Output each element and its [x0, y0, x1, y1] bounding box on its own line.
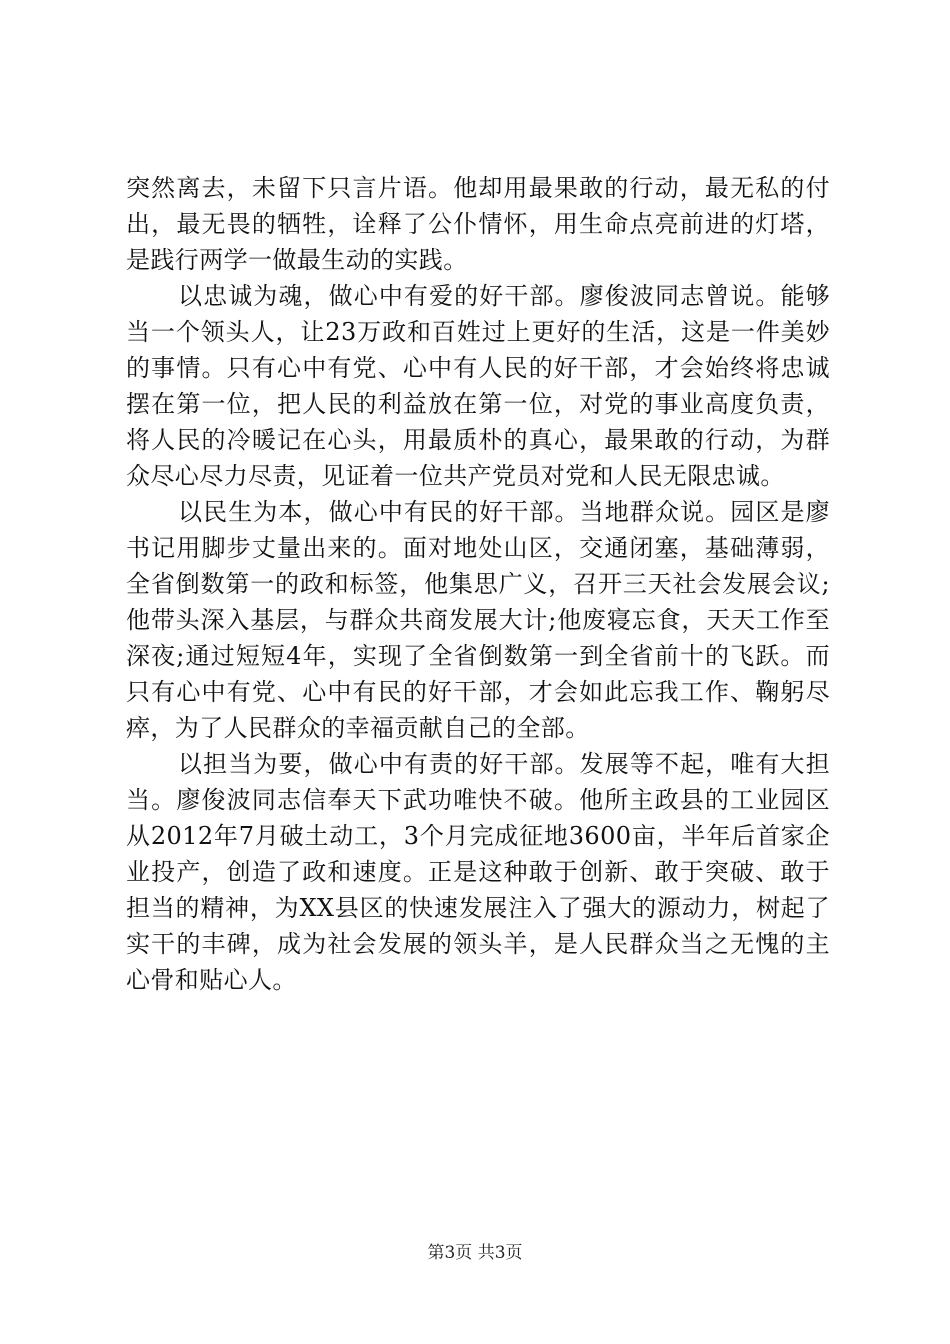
paragraph-continuation: 突然离去，未留下只言片语。他却用最果敢的行动，最无私的付出，最无畏的牺牲，诠释了公仆情怀，用生命点亮前进的灯塔，是践行两学一做最生动的实践。: [126, 174, 830, 274]
page-number-footer: 第3页 共3页: [427, 1243, 523, 1263]
paragraph-loyalty: 以忠诚为魂，做心中有爱的好干部。廖俊波同志曾说。能够当一个领头人，让23万政和百姓过上更好的生活，这是一件美妙的事情。只有心中有党、心中有人民的好干部，才会始终将忠诚摆在第一位，把人民的利益放在第一位，对党的事业高度负责，将人民的冷暖记在心头，用最质朴的真心，最果敢的行动，为群众尽心尽力尽责，见证着一位共产党员对党和人民无限忠诚。: [126, 282, 830, 490]
paragraph-responsibility: 以担当为要，做心中有责的好干部。发展等不起，唯有大担当。廖俊波同志信奉天下武功唯快不破。他所主政县的工业园区从2012年7月破土动工，3个月完成征地3600亩，半年后首家企业投产，创造了政和速度。正是这种敢于创新、敢于突破、敢于担当的精神，为XX县区的快速发展注入了强大的源动力，树起了实干的丰碑，成为社会发展的领头羊，是人民群众当之无愧的主心骨和贴心人。: [126, 750, 830, 994]
document-body: [126, 170, 830, 998]
paragraph-livelihood: 以民生为本，做心中有民的好干部。当地群众说。园区是廖书记用脚步丈量出来的。面对地处山区，交通闭塞，基础薄弱，全省倒数第一的政和标签，他集思广义，召开三天社会发展会议;他带头深入基层，与群众共商发展大计;他废寝忘食，天天工作至深夜;通过短短4年，实现了全省倒数第一到全省前十的飞跃。而只有心中有党、心中有民的好干部，才会如此忘我工作、鞠躬尽瘁，为了人民群众的幸福贡献自己的全部。: [126, 498, 830, 742]
